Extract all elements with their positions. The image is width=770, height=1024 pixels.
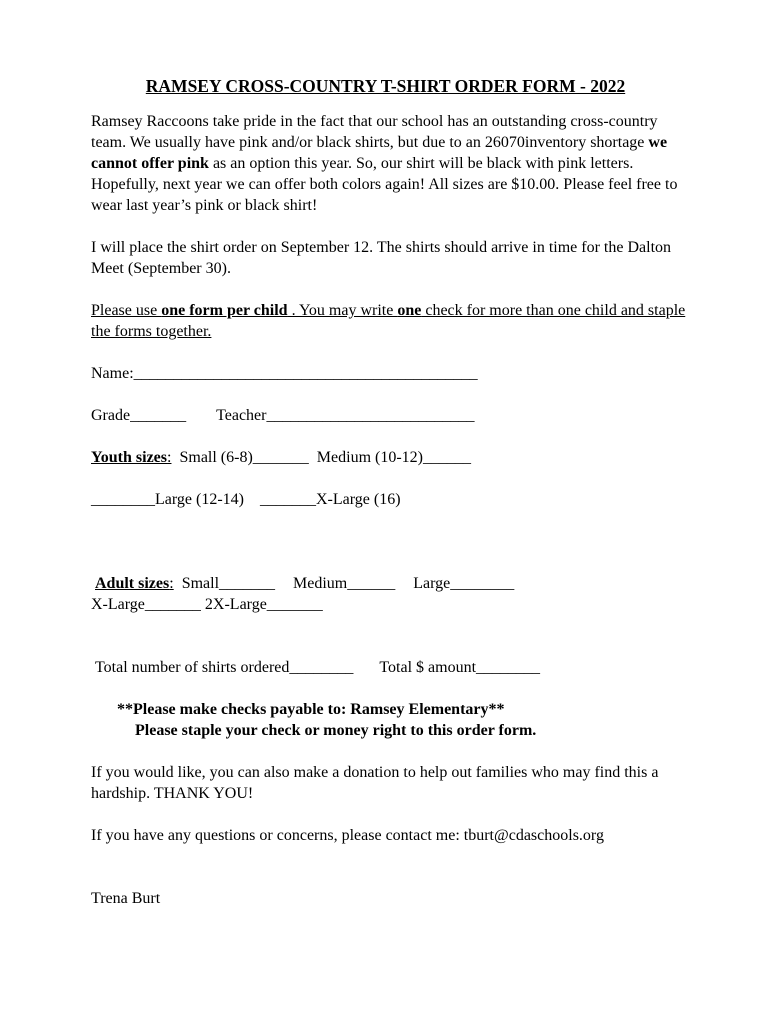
youth-sizes-label: Youth sizes (91, 449, 168, 466)
adult-sizes-row-2 (91, 594, 691, 615)
schedule-paragraph: I will place the shirt order on September 12. The shirts should arrive in time for the Dalton Meet (September 30). (91, 239, 672, 277)
youth-large-field[interactable]: ________Large (12-14) (91, 491, 244, 508)
adult-sizes-label: Adult sizes (95, 575, 170, 592)
total-amount-field[interactable]: Total $ amount________ (379, 659, 541, 676)
adult-xlarge-field[interactable]: X-Large_______ (91, 596, 201, 613)
grade-teacher-row (91, 405, 691, 426)
youth-medium-field[interactable]: Medium (10-12)______ (316, 449, 471, 466)
name-field[interactable]: Name:___________________________________________ (91, 365, 478, 382)
instructions-text-3: check for more than one child and staple the forms together. (91, 302, 686, 340)
adult-sizes-row (91, 573, 691, 594)
signature: Trena Burt (91, 890, 161, 907)
instructions-paragraph (91, 300, 691, 342)
teacher-field[interactable]: Teacher__________________________ (216, 407, 475, 424)
instructions-text-1: Please use (91, 302, 162, 319)
intro-text-2: as an option this year. So, our shirt will be black with pink letters. Hopefully, next year we can offer both colors again! All sizes are $10.00. Please feel free to wear last year’s pink or black shirt! (91, 155, 678, 214)
youth-sizes-row-2 (91, 489, 691, 510)
adult-medium-field[interactable]: Medium______ (293, 575, 396, 592)
intro-text-1: Ramsey Raccoons take pride in the fact that our school has an outstanding cross-country team. We usually have pink and/or black shirts, but due to an 26070inventory shortage (91, 113, 658, 151)
youth-xlarge-field[interactable]: _______X-Large (16) (260, 491, 401, 508)
youth-sizes-colon: : (167, 449, 172, 466)
adult-2xlarge-field[interactable]: 2X-Large_______ (204, 596, 323, 613)
adult-large-field[interactable]: Large________ (413, 575, 515, 592)
adult-sizes-colon: : (169, 575, 174, 592)
page-title: RAMSEY CROSS-COUNTRY T-SHIRT ORDER FORM - 2022 (145, 76, 626, 96)
adult-small-field[interactable]: Small_______ (181, 575, 276, 592)
contact-paragraph: If you have any questions or concerns, please contact me: tburt@cdaschools.org (91, 827, 604, 844)
grade-field[interactable]: Grade_______ (91, 407, 187, 424)
instructions-text-2: . You may write (287, 302, 398, 319)
order-form (91, 76, 691, 909)
total-shirts-field[interactable]: Total number of shirts ordered________ (95, 659, 354, 676)
instructions-emphasis-1: one form per child (161, 302, 288, 319)
youth-small-field[interactable]: Small (6-8)_______ (179, 449, 309, 466)
intro-emphasis: we cannot offer pink (91, 134, 668, 172)
youth-sizes-row (91, 447, 691, 468)
totals-row (91, 657, 691, 678)
intro-paragraph (91, 111, 691, 216)
instructions-emphasis-2: one (397, 302, 422, 319)
payment-note-1: **Please make checks payable to: Ramsey Elementary** (117, 701, 505, 718)
donation-paragraph: If you would like, you can also make a donation to help out families who may find this a hardship. THANK YOU! (91, 764, 659, 802)
payment-note-2: Please staple your check or money right to this order form. (135, 722, 537, 739)
